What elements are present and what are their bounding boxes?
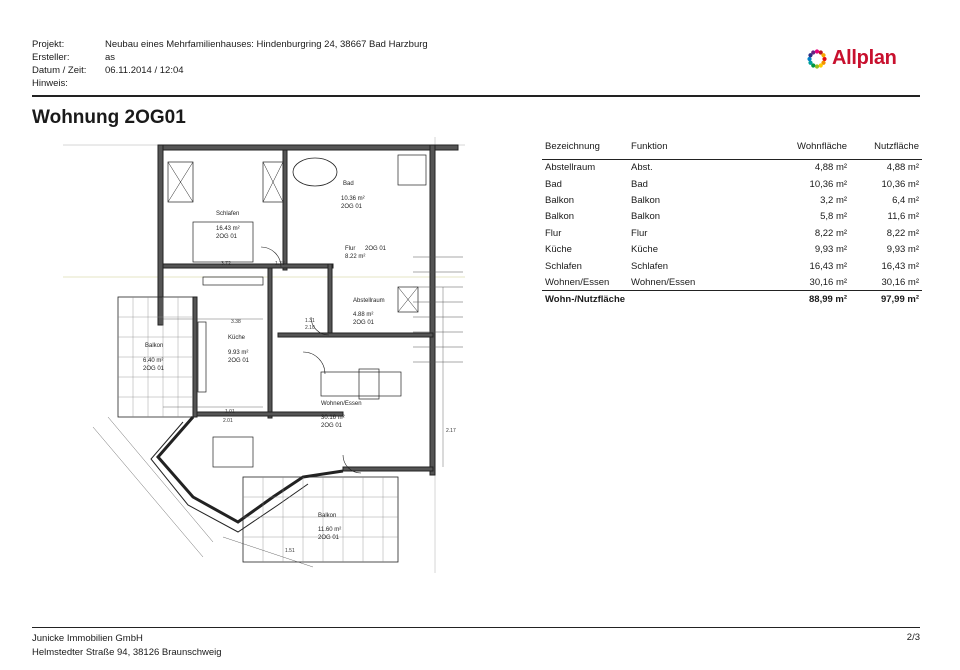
cell-designation: Balkon	[545, 194, 575, 206]
cell-living-area: 30,16 m²	[809, 276, 848, 288]
area-table	[542, 139, 922, 307]
column-header: Wohnfläche	[748, 139, 850, 160]
cell-function: Abst.	[631, 162, 653, 174]
logo-dot	[822, 56, 826, 60]
allplan-color-wheel-icon	[806, 48, 828, 70]
cell-function: Wohnen/Essen	[631, 276, 696, 288]
logo-dot	[819, 63, 823, 67]
footer	[32, 632, 222, 660]
table-total-row	[542, 291, 922, 307]
room-code: 2OG 01	[353, 320, 375, 326]
cell-usable-area: 30,16 m²	[881, 276, 919, 288]
logo-dot	[807, 56, 811, 60]
table-row	[542, 176, 922, 192]
dimension-label: 3.72	[221, 261, 231, 267]
room-name: Bad	[343, 181, 354, 187]
meta-value: as	[105, 52, 116, 63]
cell-function: Balkon	[631, 194, 661, 206]
cell-function: Flur	[631, 227, 648, 239]
dimension-label: 1.33	[275, 261, 285, 267]
cell-function: Bad	[631, 178, 648, 190]
meta-label: Projekt:	[32, 39, 65, 50]
page-title: Wohnung 2OG01	[32, 107, 186, 128]
table-row	[542, 209, 922, 225]
cell-usable-area: 11,6 m²	[887, 211, 919, 223]
column-header: Funktion	[628, 139, 748, 160]
meta-label: Datum / Zeit:	[32, 65, 87, 76]
cell-designation: Schlafen	[545, 260, 582, 272]
meta-row-note	[32, 77, 428, 90]
project-meta	[32, 38, 428, 90]
cell-living-area: 16,43 m²	[809, 260, 848, 272]
cell-living-area: 4,88 m²	[814, 162, 848, 174]
room-name: Balkon	[145, 343, 164, 349]
cell-designation: Flur	[545, 227, 562, 239]
footer-address: Helmstedter Straße 94, 38126 Braunschweig	[32, 647, 222, 658]
meta-value: Neubau eines Mehrfamilienhauses: Hindenburgring 24, 38667 Bad Harzburg	[105, 39, 428, 50]
room-name: Flur	[345, 246, 356, 252]
cell-usable-area: 6,4 m²	[892, 194, 919, 206]
room-area: 10.36 m²	[341, 196, 365, 202]
dimension-label: 2.10	[305, 325, 315, 331]
cell-usable-area: 16,43 m²	[881, 260, 919, 272]
cell-designation: Balkon	[545, 211, 575, 223]
cell-usable-area: 10,36 m²	[881, 178, 919, 190]
column-header: Bezeichnung	[542, 139, 628, 160]
dimension-label: 1.31	[305, 318, 315, 324]
room-code: 2OG 01	[321, 423, 343, 429]
logo-dot	[808, 60, 812, 64]
floor-plan	[63, 137, 465, 573]
room-code: 2OG 01	[216, 234, 238, 240]
room-code: 2OG 01	[228, 358, 250, 364]
dimension-label: 1.51	[285, 548, 295, 554]
cell-total-label: Wohn-/Nutzfläche	[542, 291, 628, 307]
cell-total-living-area: 88,99 m²	[748, 291, 850, 307]
meta-label: Hinweis:	[32, 78, 68, 89]
header-divider	[32, 95, 920, 97]
logo-dot	[821, 53, 825, 57]
dimension-label: 3.38	[231, 319, 241, 325]
cell-total-function	[628, 291, 748, 307]
meta-label: Ersteller:	[32, 52, 70, 63]
room-code: 2OG 01	[341, 204, 363, 210]
logo-dot	[815, 49, 819, 53]
room-area: 16.43 m²	[216, 226, 240, 232]
cell-usable-area: 8,22 m²	[886, 227, 919, 239]
meta-row-datetime	[32, 64, 428, 77]
table-header-row	[542, 139, 922, 160]
cell-usable-area: 4,88 m²	[886, 162, 919, 174]
table-row	[542, 225, 922, 241]
cell-living-area: 10,36 m²	[809, 178, 848, 190]
dimension-label: 1.01	[225, 409, 235, 415]
room-area: 9.93 m²	[228, 350, 249, 356]
cell-function: Küche	[631, 244, 658, 256]
dimension-label: 2.17	[446, 428, 456, 434]
meta-row-author	[32, 51, 428, 64]
table-row	[542, 192, 922, 208]
page-number: 2/3	[906, 632, 920, 643]
cell-function: Balkon	[631, 211, 661, 223]
room-name: Abstellraum	[353, 298, 385, 304]
allplan-logo	[806, 47, 897, 70]
cell-living-area: 5,8 m²	[820, 211, 848, 223]
meta-row-project	[32, 38, 428, 51]
cell-living-area: 3,2 m²	[820, 194, 848, 206]
room-code: 2OG 01	[365, 246, 387, 252]
room-name: Wohnen/Essen	[321, 401, 362, 407]
room-name: Küche	[228, 335, 246, 341]
table-row	[542, 160, 922, 176]
cell-function: Schlafen	[631, 260, 669, 272]
logo-text: Allplan	[832, 47, 897, 69]
cell-designation: Küche	[545, 244, 572, 256]
room-code: 2OG 01	[143, 366, 165, 372]
footer-divider	[32, 627, 920, 628]
room-name: Schlafen	[216, 211, 240, 217]
dimension-label: 2.01	[223, 418, 233, 424]
cell-usable-area: 9,93 m²	[886, 244, 919, 256]
cell-designation: Abstellraum	[545, 162, 596, 174]
room-area: 6.40 m²	[143, 358, 164, 364]
room-area: 30.16 m²	[321, 415, 345, 421]
cell-designation: Wohnen/Essen	[545, 276, 610, 288]
room-area: 4.88 m²	[353, 312, 374, 318]
room-area: 8.22 m²	[345, 254, 366, 260]
table-row	[542, 258, 922, 274]
logo-dot	[811, 50, 815, 54]
cell-living-area: 8,22 m²	[814, 227, 848, 239]
footer-company: Junicke Immobilien GmbH	[32, 633, 143, 644]
room-labels	[143, 181, 387, 541]
room-name: Balkon	[318, 513, 337, 519]
cell-living-area: 9,93 m²	[814, 244, 848, 256]
room-code: 2OG 01	[318, 535, 340, 541]
logo-dot	[815, 64, 819, 68]
cell-total-usable-area: 97,99 m²	[850, 291, 922, 307]
room-area: 11.60 m²	[318, 527, 342, 533]
cell-designation: Bad	[545, 178, 562, 190]
column-header: Nutzfläche	[850, 139, 922, 160]
table-row	[542, 241, 922, 257]
table-row	[542, 274, 922, 290]
meta-value: 06.11.2014 / 12:04	[105, 65, 184, 76]
